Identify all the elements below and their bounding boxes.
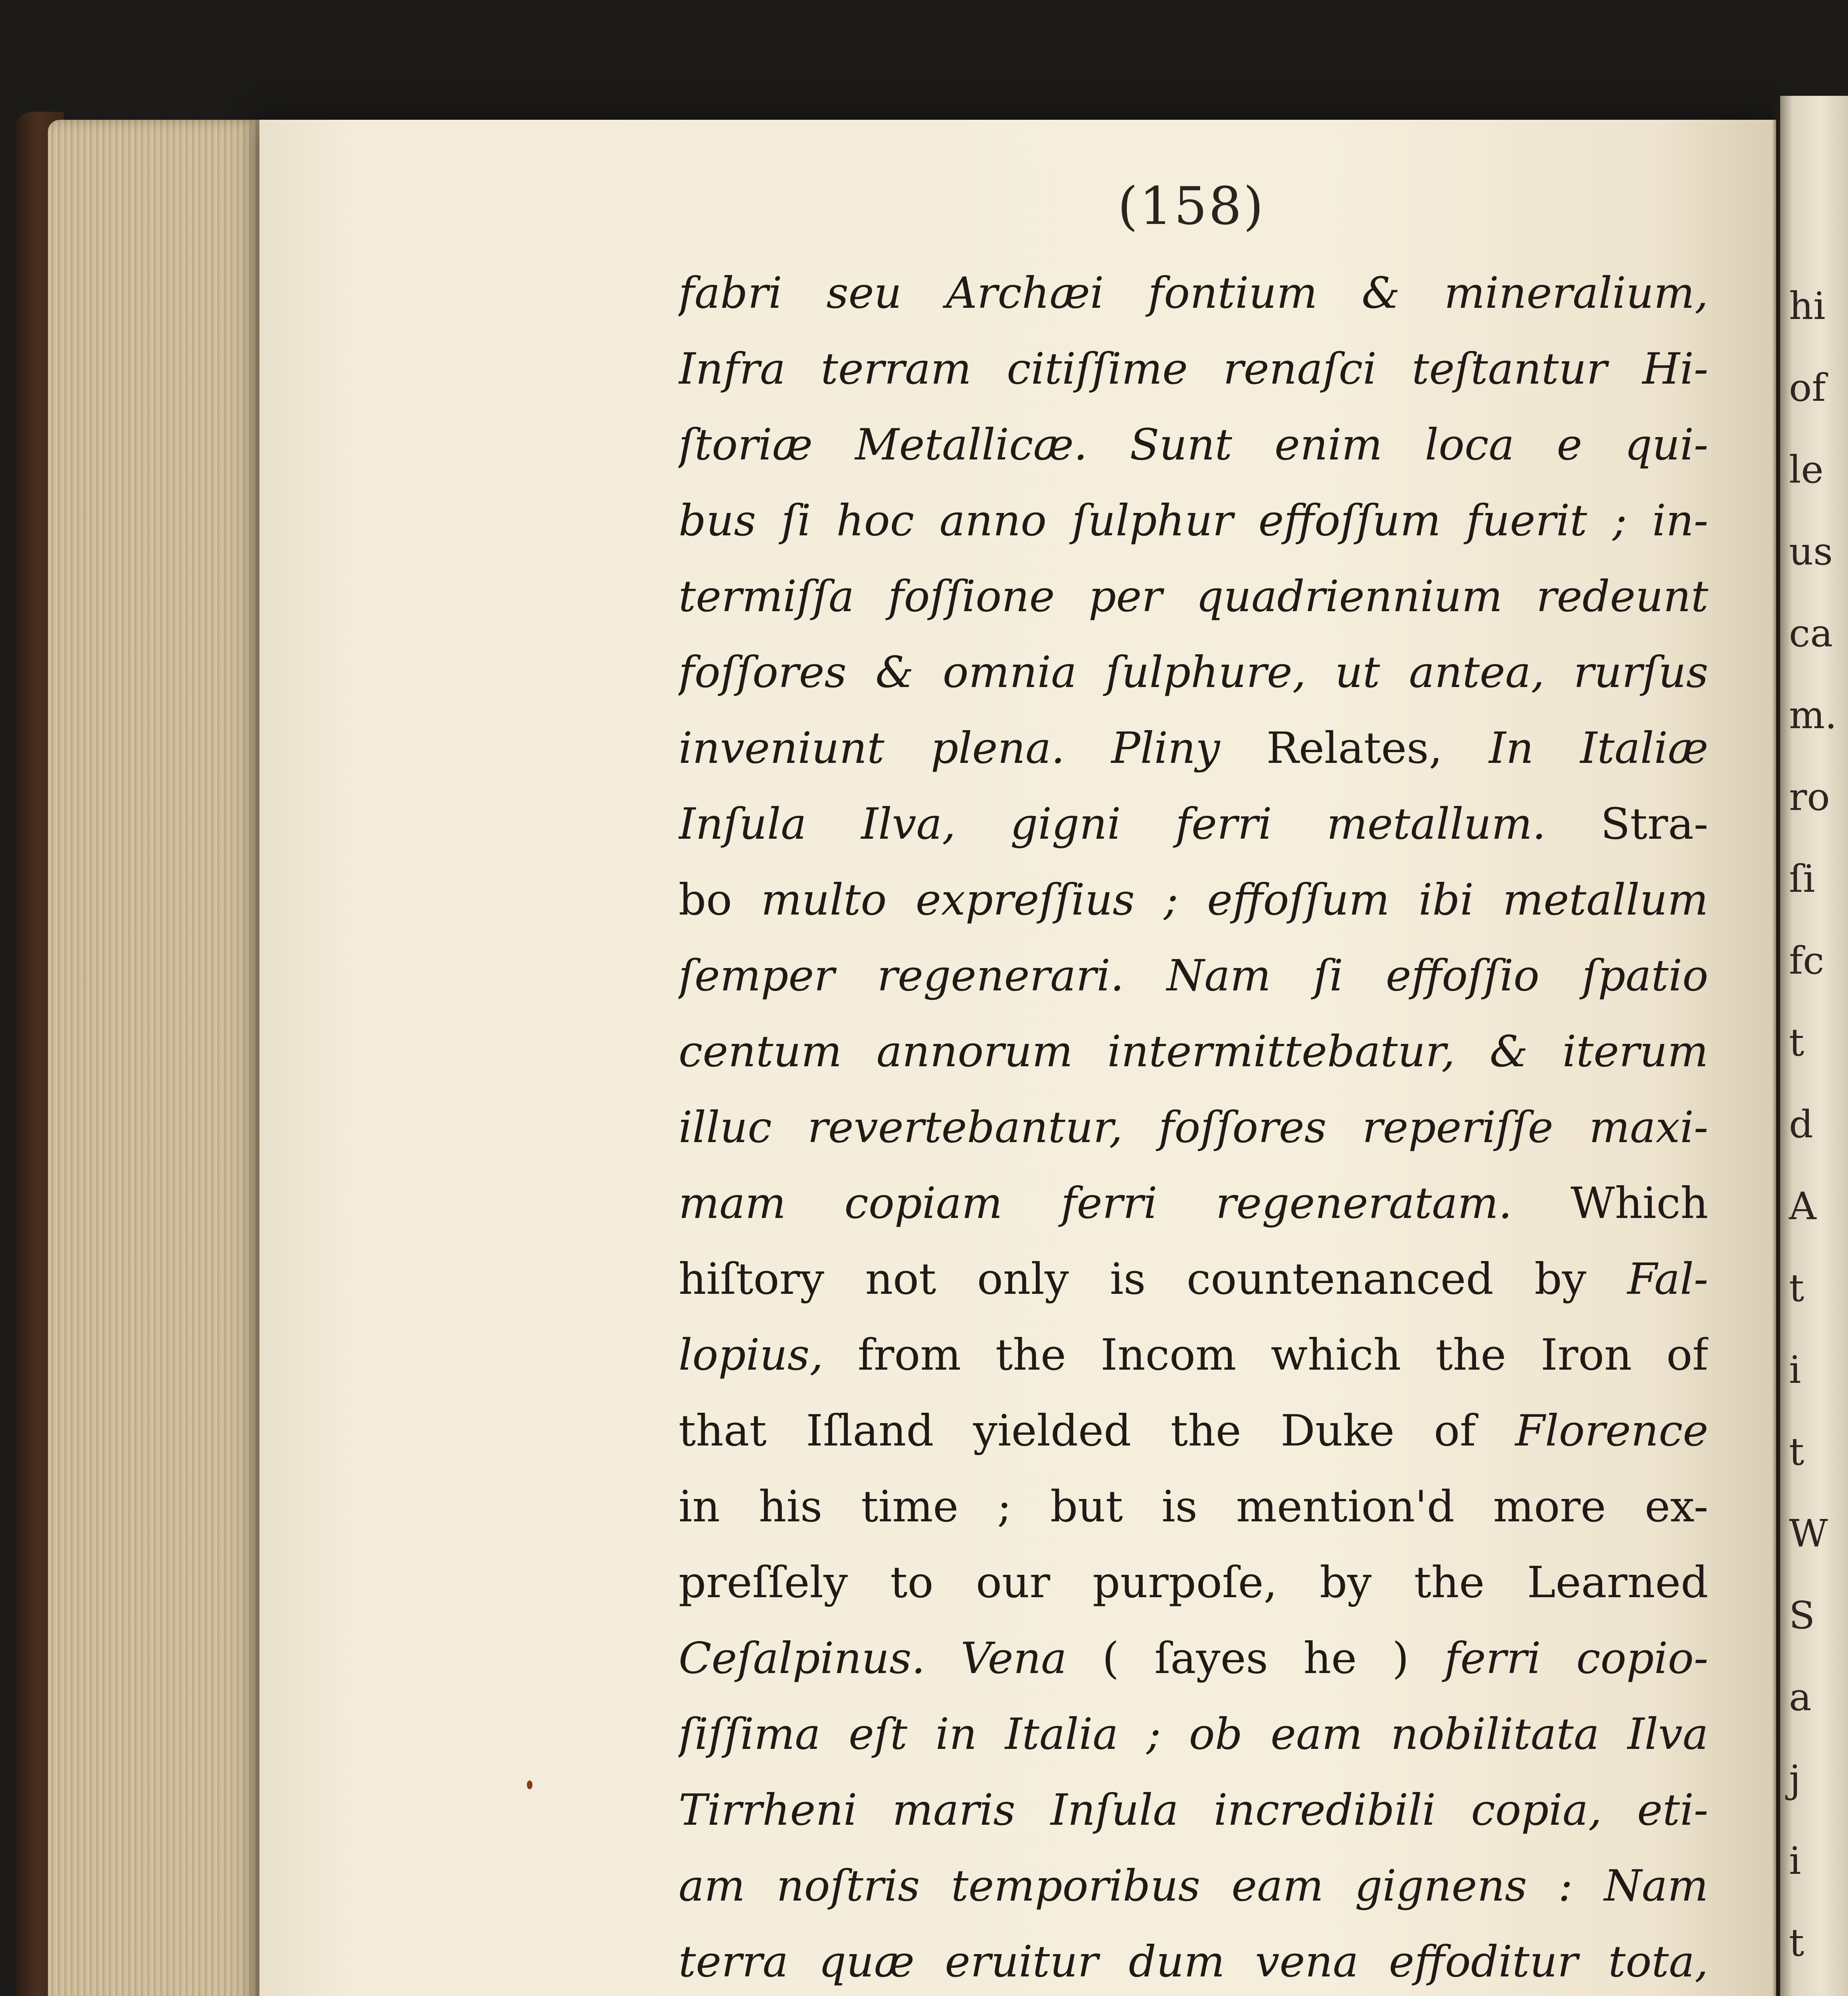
facing-page-fragment: t [1789, 1921, 1804, 1965]
text-run: from the Incom which the Iron of [857, 1330, 1708, 1380]
text-line [679, 1242, 1708, 1317]
text-run: that Iſland yielded the Duke of [679, 1406, 1515, 1456]
text-run: foſſores & omnia ſulphure, ut antea, rurſus [679, 648, 1708, 697]
facing-page-fragment: t [1789, 1021, 1804, 1065]
text-run: illuc revertebantur, foſſores reperiſſe maxi- [679, 1103, 1708, 1152]
page-number: (158) [1118, 176, 1265, 236]
text-line [679, 711, 1708, 786]
text-run: preſſely to our purpoſe, by the Learned [679, 1558, 1708, 1608]
page-edges [48, 120, 263, 1996]
text-run: terra quæ eruitur dum vena effoditur tota, [679, 1937, 1708, 1987]
facing-page-fragment: j [1789, 1757, 1801, 1801]
text-line [679, 483, 1708, 559]
text-line [679, 1090, 1708, 1166]
text-line [679, 1697, 1708, 1772]
facing-page-fragment: a [1789, 1675, 1812, 1719]
text-run: ſtoriæ Metallicæ. Sunt enim loca e qui- [679, 420, 1708, 470]
facing-page-fragment: ro [1789, 775, 1830, 819]
text-run: Relates, [1266, 723, 1489, 773]
text-line [679, 331, 1708, 407]
facing-page-fragment: S [1789, 1594, 1815, 1638]
facing-page-fragment: us [1789, 530, 1833, 574]
text-run: Florence [1515, 1406, 1708, 1456]
text-line [679, 1772, 1708, 1848]
text-run: hiſtory not only is countenanced by [679, 1254, 1627, 1304]
text-run: mam copiam ferri regeneratam. [679, 1178, 1571, 1228]
facing-page-fragment: i [1789, 1839, 1801, 1883]
text-run: bus ſi hoc anno ſulphur effoſſum fuerit ; in- [679, 496, 1708, 546]
ink-speck [527, 1780, 532, 1789]
text-line [679, 407, 1708, 483]
text-run: Tirrheni maris Inſula incredibili copia, eti- [679, 1785, 1708, 1835]
text-run: Ceſalpinus. Vena [679, 1634, 1102, 1683]
text-run: in his time ; but is mention'd more ex- [679, 1482, 1708, 1532]
facing-page-fragment: hi [1789, 284, 1826, 328]
facing-page-fragment: m. [1789, 693, 1837, 737]
text-line [679, 1545, 1708, 1621]
text-run: ( ſayes he ) [1102, 1634, 1444, 1683]
facing-page-fragment: ca [1789, 612, 1833, 655]
text-run: In Italiæ [1489, 723, 1708, 773]
facing-page-fragment: t [1789, 1430, 1804, 1474]
text-run: Stra- [1601, 799, 1708, 849]
text-line [679, 1393, 1708, 1469]
facing-page-fragment: ſi [1789, 857, 1815, 901]
text-line [679, 559, 1708, 635]
text-run: fabri seu Archæi fontium & mineralium, [679, 268, 1708, 318]
text-line [679, 1469, 1708, 1545]
text-line [679, 635, 1708, 711]
text-line [679, 1014, 1708, 1090]
text-run: centum annorum intermittebatur, & iterum [679, 1027, 1708, 1077]
text-run: Fal- [1627, 1254, 1708, 1304]
facing-page-fragment: W [1789, 1512, 1828, 1556]
text-line [679, 862, 1708, 938]
facing-page-fragment: le [1789, 448, 1824, 492]
facing-page-fragment: d [1789, 1103, 1813, 1147]
text-line [679, 1166, 1708, 1242]
text-run: multo expreſſius ; effoſſum ibi metallum [761, 875, 1708, 925]
page-text [679, 255, 1708, 1996]
text-run: inveniunt plena. Pliny [679, 723, 1266, 773]
facing-page-fragment: fc [1789, 939, 1824, 983]
text-line [679, 255, 1708, 331]
text-line [679, 1924, 1708, 1996]
text-line [679, 1317, 1708, 1393]
text-run: ſemper regenerari. Nam ſi effoſſio ſpatio [679, 951, 1708, 1001]
facing-page-fragment: A [1789, 1184, 1816, 1228]
text-run: termiſſa foſſione per quadriennium redeunt [679, 572, 1708, 622]
facing-page-fragment: t [1789, 1266, 1804, 1310]
facing-page [1780, 96, 1848, 1996]
text-run: ſiſſima eſt in Italia ; ob eam nobilitata Ilva [679, 1709, 1708, 1759]
text-run: Infra terram citiſſime renaſci teſtantur Hi- [679, 344, 1708, 394]
text-run: bo [679, 875, 761, 925]
text-run: lopius, [679, 1330, 858, 1380]
text-run: Inſula Ilva, gigni ferri metallum. [679, 799, 1601, 849]
facing-page-fragment: i [1789, 1348, 1801, 1392]
text-run: Which [1570, 1178, 1708, 1228]
text-line [679, 938, 1708, 1014]
text-run: am noſtris temporibus eam gignens : Nam [679, 1861, 1708, 1911]
text-line [679, 786, 1708, 862]
facing-page-fragment: of [1789, 366, 1826, 410]
text-run: ferri copio- [1444, 1634, 1708, 1683]
text-line [679, 1621, 1708, 1697]
text-line [679, 1848, 1708, 1924]
